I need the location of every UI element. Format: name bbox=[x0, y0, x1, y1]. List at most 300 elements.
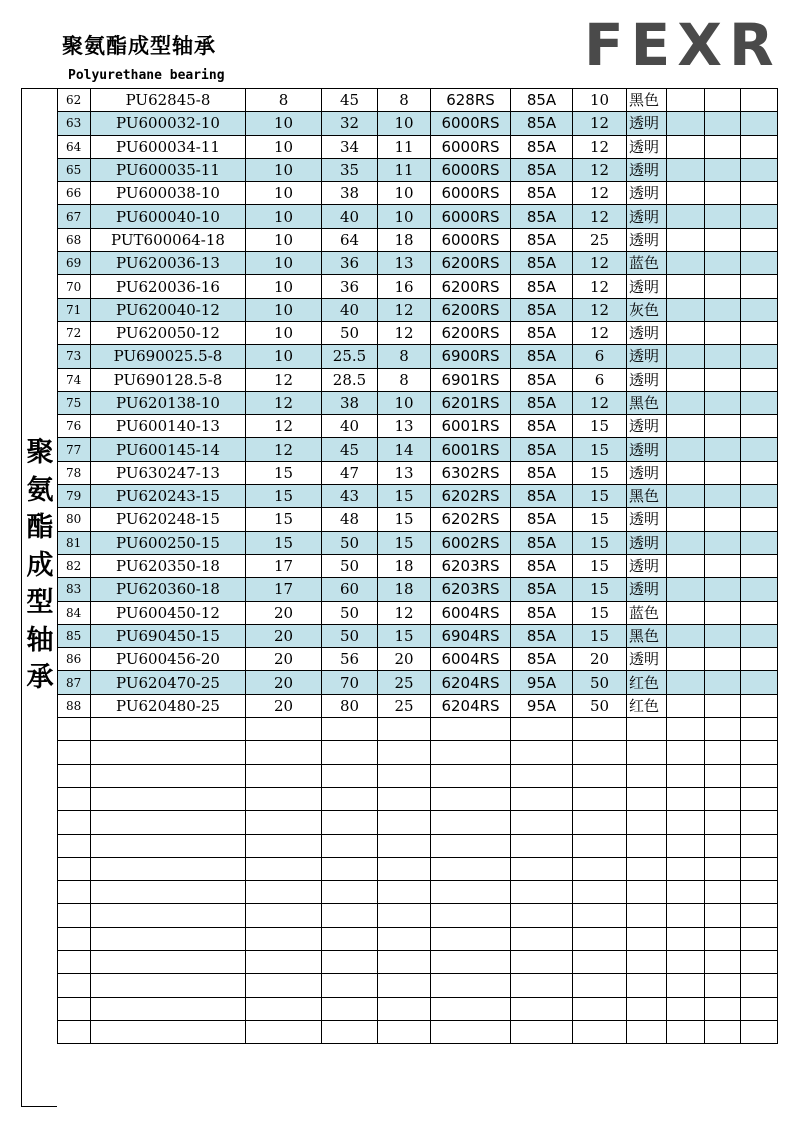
cell-extra-1 bbox=[667, 694, 705, 717]
cell-color: 透明 bbox=[627, 275, 667, 298]
cell-quantity: 10 bbox=[573, 89, 627, 112]
cell-outer-diameter bbox=[322, 857, 378, 880]
cell-hardness: 85A bbox=[511, 205, 573, 228]
cell-quantity bbox=[573, 974, 627, 997]
cell-row-number: 78 bbox=[58, 461, 91, 484]
cell-part-number: PU620350-18 bbox=[91, 554, 246, 577]
cell-extra-2 bbox=[705, 461, 741, 484]
cell-width bbox=[378, 857, 431, 880]
cell-color: 黑色 bbox=[627, 391, 667, 414]
cell-part-number bbox=[91, 881, 246, 904]
cell-color bbox=[627, 997, 667, 1020]
cell-quantity: 15 bbox=[573, 554, 627, 577]
cell-part-number: PU620036-16 bbox=[91, 275, 246, 298]
cell-inner-diameter bbox=[246, 834, 322, 857]
cell-extra-3 bbox=[741, 252, 778, 275]
cell-hardness bbox=[511, 1020, 573, 1043]
cell-row-number bbox=[58, 974, 91, 997]
cell-color bbox=[627, 741, 667, 764]
cell-bearing-model: 6203RS bbox=[431, 578, 511, 601]
cell-row-number bbox=[58, 904, 91, 927]
table-row bbox=[58, 904, 778, 927]
cell-bearing-model: 6000RS bbox=[431, 135, 511, 158]
cell-extra-1 bbox=[667, 671, 705, 694]
cell-extra-3 bbox=[741, 345, 778, 368]
cell-outer-diameter: 50 bbox=[322, 601, 378, 624]
cell-extra-1 bbox=[667, 764, 705, 787]
brand-logo: FEXR bbox=[584, 11, 781, 79]
cell-inner-diameter: 10 bbox=[246, 158, 322, 181]
cell-extra-1 bbox=[667, 252, 705, 275]
cell-quantity: 15 bbox=[573, 461, 627, 484]
cell-quantity bbox=[573, 764, 627, 787]
table-row bbox=[58, 624, 778, 647]
cell-quantity bbox=[573, 718, 627, 741]
cell-part-number bbox=[91, 834, 246, 857]
side-label-char: 聚 bbox=[26, 437, 54, 468]
table-row bbox=[58, 298, 778, 321]
cell-part-number: PU600040-10 bbox=[91, 205, 246, 228]
cell-color: 灰色 bbox=[627, 298, 667, 321]
cell-outer-diameter: 80 bbox=[322, 694, 378, 717]
cell-hardness: 85A bbox=[511, 298, 573, 321]
cell-outer-diameter: 70 bbox=[322, 671, 378, 694]
cell-bearing-model bbox=[431, 741, 511, 764]
cell-extra-3 bbox=[741, 368, 778, 391]
cell-extra-3 bbox=[741, 391, 778, 414]
cell-extra-2 bbox=[705, 275, 741, 298]
cell-extra-1 bbox=[667, 391, 705, 414]
cell-part-number: PU620248-15 bbox=[91, 508, 246, 531]
cell-hardness: 85A bbox=[511, 391, 573, 414]
cell-extra-2 bbox=[705, 345, 741, 368]
cell-outer-diameter bbox=[322, 974, 378, 997]
cell-extra-2 bbox=[705, 857, 741, 880]
cell-bearing-model: 6202RS bbox=[431, 508, 511, 531]
cell-extra-2 bbox=[705, 950, 741, 973]
cell-color: 透明 bbox=[627, 205, 667, 228]
cell-row-number: 65 bbox=[58, 158, 91, 181]
cell-bearing-model: 6004RS bbox=[431, 601, 511, 624]
cell-outer-diameter: 40 bbox=[322, 415, 378, 438]
cell-extra-2 bbox=[705, 694, 741, 717]
table-row bbox=[58, 811, 778, 834]
cell-part-number bbox=[91, 974, 246, 997]
cell-inner-diameter: 20 bbox=[246, 624, 322, 647]
cell-row-number bbox=[58, 718, 91, 741]
cell-extra-2 bbox=[705, 391, 741, 414]
table-row bbox=[58, 135, 778, 158]
cell-width: 13 bbox=[378, 461, 431, 484]
cell-extra-2 bbox=[705, 485, 741, 508]
cell-row-number: 74 bbox=[58, 368, 91, 391]
table-row bbox=[58, 554, 778, 577]
cell-outer-diameter bbox=[322, 1020, 378, 1043]
cell-color: 透明 bbox=[627, 438, 667, 461]
cell-part-number: PU690025.5-8 bbox=[91, 345, 246, 368]
cell-part-number: PU620360-18 bbox=[91, 578, 246, 601]
cell-hardness: 85A bbox=[511, 578, 573, 601]
cell-color: 透明 bbox=[627, 112, 667, 135]
cell-extra-1 bbox=[667, 461, 705, 484]
cell-outer-diameter bbox=[322, 718, 378, 741]
cell-extra-3 bbox=[741, 834, 778, 857]
cell-width bbox=[378, 974, 431, 997]
cell-extra-1 bbox=[667, 321, 705, 344]
cell-part-number bbox=[91, 1020, 246, 1043]
cell-hardness bbox=[511, 811, 573, 834]
cell-outer-diameter: 48 bbox=[322, 508, 378, 531]
cell-quantity: 12 bbox=[573, 158, 627, 181]
cell-extra-2 bbox=[705, 904, 741, 927]
cell-quantity bbox=[573, 834, 627, 857]
cell-bearing-model: 6201RS bbox=[431, 391, 511, 414]
cell-hardness bbox=[511, 904, 573, 927]
cell-color: 透明 bbox=[627, 135, 667, 158]
cell-color bbox=[627, 950, 667, 973]
cell-extra-1 bbox=[667, 275, 705, 298]
cell-width bbox=[378, 881, 431, 904]
cell-row-number: 70 bbox=[58, 275, 91, 298]
cell-row-number: 69 bbox=[58, 252, 91, 275]
cell-hardness bbox=[511, 974, 573, 997]
cell-row-number bbox=[58, 950, 91, 973]
cell-part-number bbox=[91, 741, 246, 764]
cell-quantity: 12 bbox=[573, 112, 627, 135]
table-row bbox=[58, 694, 778, 717]
cell-quantity bbox=[573, 904, 627, 927]
cell-inner-diameter bbox=[246, 974, 322, 997]
cell-width bbox=[378, 811, 431, 834]
page-title-cn: 聚氨酯成型轴承 bbox=[62, 34, 216, 58]
cell-row-number: 64 bbox=[58, 135, 91, 158]
cell-bearing-model bbox=[431, 718, 511, 741]
cell-quantity: 15 bbox=[573, 485, 627, 508]
cell-inner-diameter bbox=[246, 927, 322, 950]
cell-hardness: 85A bbox=[511, 531, 573, 554]
cell-row-number: 81 bbox=[58, 531, 91, 554]
cell-extra-2 bbox=[705, 811, 741, 834]
table-row bbox=[58, 1020, 778, 1043]
cell-extra-2 bbox=[705, 158, 741, 181]
cell-extra-3 bbox=[741, 461, 778, 484]
cell-inner-diameter: 17 bbox=[246, 554, 322, 577]
cell-quantity bbox=[573, 741, 627, 764]
cell-extra-2 bbox=[705, 135, 741, 158]
cell-width: 12 bbox=[378, 601, 431, 624]
cell-part-number: PU690128.5-8 bbox=[91, 368, 246, 391]
cell-inner-diameter bbox=[246, 1020, 322, 1043]
cell-width: 12 bbox=[378, 321, 431, 344]
cell-extra-2 bbox=[705, 531, 741, 554]
cell-part-number bbox=[91, 904, 246, 927]
cell-extra-2 bbox=[705, 974, 741, 997]
cell-width: 11 bbox=[378, 135, 431, 158]
cell-inner-diameter: 17 bbox=[246, 578, 322, 601]
cell-extra-3 bbox=[741, 158, 778, 181]
cell-quantity: 25 bbox=[573, 228, 627, 251]
table-row bbox=[58, 857, 778, 880]
cell-row-number: 67 bbox=[58, 205, 91, 228]
table-row bbox=[58, 741, 778, 764]
cell-extra-3 bbox=[741, 228, 778, 251]
cell-color bbox=[627, 904, 667, 927]
cell-width bbox=[378, 997, 431, 1020]
cell-extra-2 bbox=[705, 601, 741, 624]
cell-extra-1 bbox=[667, 648, 705, 671]
cell-inner-diameter: 10 bbox=[246, 228, 322, 251]
cell-inner-diameter: 12 bbox=[246, 415, 322, 438]
cell-part-number bbox=[91, 927, 246, 950]
cell-width bbox=[378, 904, 431, 927]
cell-part-number: PU620480-25 bbox=[91, 694, 246, 717]
cell-width: 8 bbox=[378, 89, 431, 112]
cell-bearing-model bbox=[431, 997, 511, 1020]
cell-width: 10 bbox=[378, 182, 431, 205]
cell-hardness: 85A bbox=[511, 112, 573, 135]
cell-color: 蓝色 bbox=[627, 601, 667, 624]
cell-row-number bbox=[58, 927, 91, 950]
cell-extra-2 bbox=[705, 89, 741, 112]
cell-outer-diameter: 35 bbox=[322, 158, 378, 181]
cell-hardness: 85A bbox=[511, 624, 573, 647]
cell-bearing-model: 6000RS bbox=[431, 182, 511, 205]
cell-part-number bbox=[91, 718, 246, 741]
cell-extra-3 bbox=[741, 508, 778, 531]
table-row bbox=[58, 89, 778, 112]
cell-extra-1 bbox=[667, 531, 705, 554]
cell-extra-3 bbox=[741, 601, 778, 624]
cell-part-number bbox=[91, 764, 246, 787]
cell-extra-1 bbox=[667, 974, 705, 997]
cell-bearing-model: 6204RS bbox=[431, 671, 511, 694]
cell-outer-diameter: 38 bbox=[322, 182, 378, 205]
cell-bearing-model bbox=[431, 1020, 511, 1043]
cell-hardness bbox=[511, 787, 573, 810]
cell-part-number: PU600034-11 bbox=[91, 135, 246, 158]
cell-extra-1 bbox=[667, 508, 705, 531]
cell-width: 8 bbox=[378, 368, 431, 391]
cell-extra-3 bbox=[741, 89, 778, 112]
cell-inner-diameter: 20 bbox=[246, 694, 322, 717]
cell-bearing-model bbox=[431, 811, 511, 834]
cell-bearing-model: 6000RS bbox=[431, 205, 511, 228]
table-row bbox=[58, 158, 778, 181]
cell-quantity: 12 bbox=[573, 182, 627, 205]
cell-row-number bbox=[58, 997, 91, 1020]
cell-extra-3 bbox=[741, 298, 778, 321]
cell-width: 18 bbox=[378, 228, 431, 251]
cell-inner-diameter: 8 bbox=[246, 89, 322, 112]
cell-hardness: 85A bbox=[511, 228, 573, 251]
cell-color: 透明 bbox=[627, 578, 667, 601]
side-label-char: 轴 bbox=[26, 624, 54, 656]
cell-part-number: PU62845-8 bbox=[91, 89, 246, 112]
cell-extra-1 bbox=[667, 834, 705, 857]
cell-bearing-model: 6200RS bbox=[431, 252, 511, 275]
cell-extra-3 bbox=[741, 321, 778, 344]
cell-bearing-model bbox=[431, 881, 511, 904]
cell-quantity: 12 bbox=[573, 275, 627, 298]
cell-color: 透明 bbox=[627, 345, 667, 368]
table-row bbox=[58, 182, 778, 205]
cell-inner-diameter: 10 bbox=[246, 112, 322, 135]
cell-extra-2 bbox=[705, 438, 741, 461]
cell-row-number: 71 bbox=[58, 298, 91, 321]
cell-quantity bbox=[573, 857, 627, 880]
cell-color: 透明 bbox=[627, 415, 667, 438]
cell-bearing-model bbox=[431, 950, 511, 973]
cell-quantity: 6 bbox=[573, 345, 627, 368]
cell-quantity: 12 bbox=[573, 252, 627, 275]
cell-quantity bbox=[573, 950, 627, 973]
cell-hardness: 95A bbox=[511, 671, 573, 694]
cell-outer-diameter: 56 bbox=[322, 648, 378, 671]
table-row bbox=[58, 252, 778, 275]
cell-extra-3 bbox=[741, 671, 778, 694]
cell-row-number bbox=[58, 881, 91, 904]
cell-row-number bbox=[58, 811, 91, 834]
cell-row-number bbox=[58, 857, 91, 880]
table-row bbox=[58, 881, 778, 904]
cell-hardness: 85A bbox=[511, 135, 573, 158]
cell-inner-diameter bbox=[246, 741, 322, 764]
cell-part-number: PU620040-12 bbox=[91, 298, 246, 321]
cell-extra-1 bbox=[667, 997, 705, 1020]
table-row bbox=[58, 112, 778, 135]
cell-outer-diameter: 47 bbox=[322, 461, 378, 484]
cell-bearing-model: 6904RS bbox=[431, 624, 511, 647]
cell-row-number: 82 bbox=[58, 554, 91, 577]
cell-quantity: 15 bbox=[573, 624, 627, 647]
cell-hardness bbox=[511, 718, 573, 741]
cell-width: 15 bbox=[378, 508, 431, 531]
cell-outer-diameter: 40 bbox=[322, 205, 378, 228]
cell-width bbox=[378, 834, 431, 857]
cell-outer-diameter: 64 bbox=[322, 228, 378, 251]
cell-part-number bbox=[91, 811, 246, 834]
cell-color: 黑色 bbox=[627, 89, 667, 112]
cell-extra-1 bbox=[667, 182, 705, 205]
cell-width: 25 bbox=[378, 671, 431, 694]
cell-extra-1 bbox=[667, 811, 705, 834]
cell-bearing-model: 6202RS bbox=[431, 485, 511, 508]
cell-width: 25 bbox=[378, 694, 431, 717]
cell-extra-1 bbox=[667, 857, 705, 880]
cell-extra-3 bbox=[741, 438, 778, 461]
cell-outer-diameter bbox=[322, 811, 378, 834]
cell-extra-2 bbox=[705, 415, 741, 438]
cell-bearing-model: 6200RS bbox=[431, 321, 511, 344]
cell-part-number: PU600140-13 bbox=[91, 415, 246, 438]
cell-extra-2 bbox=[705, 1020, 741, 1043]
cell-extra-3 bbox=[741, 135, 778, 158]
cell-part-number: PU620243-15 bbox=[91, 485, 246, 508]
cell-part-number bbox=[91, 857, 246, 880]
cell-extra-2 bbox=[705, 764, 741, 787]
cell-extra-3 bbox=[741, 275, 778, 298]
cell-width: 11 bbox=[378, 158, 431, 181]
cell-extra-3 bbox=[741, 531, 778, 554]
cell-inner-diameter: 15 bbox=[246, 461, 322, 484]
cell-hardness: 85A bbox=[511, 438, 573, 461]
cell-hardness: 85A bbox=[511, 648, 573, 671]
cell-bearing-model: 6002RS bbox=[431, 531, 511, 554]
table-row bbox=[58, 601, 778, 624]
cell-extra-1 bbox=[667, 485, 705, 508]
cell-bearing-model: 6200RS bbox=[431, 298, 511, 321]
cell-extra-3 bbox=[741, 950, 778, 973]
cell-outer-diameter: 43 bbox=[322, 485, 378, 508]
table-row bbox=[58, 345, 778, 368]
cell-outer-diameter bbox=[322, 997, 378, 1020]
cell-inner-diameter: 20 bbox=[246, 648, 322, 671]
table-row bbox=[58, 321, 778, 344]
cell-inner-diameter: 20 bbox=[246, 601, 322, 624]
cell-quantity: 15 bbox=[573, 578, 627, 601]
cell-extra-2 bbox=[705, 624, 741, 647]
cell-extra-2 bbox=[705, 252, 741, 275]
cell-width bbox=[378, 1020, 431, 1043]
table-row bbox=[58, 508, 778, 531]
cell-quantity: 15 bbox=[573, 531, 627, 554]
table-row bbox=[58, 927, 778, 950]
cell-bearing-model: 6000RS bbox=[431, 112, 511, 135]
cell-bearing-model: 6204RS bbox=[431, 694, 511, 717]
cell-extra-3 bbox=[741, 648, 778, 671]
cell-row-number: 66 bbox=[58, 182, 91, 205]
cell-extra-3 bbox=[741, 787, 778, 810]
cell-row-number: 76 bbox=[58, 415, 91, 438]
cell-part-number: PU600035-11 bbox=[91, 158, 246, 181]
cell-row-number: 85 bbox=[58, 624, 91, 647]
cell-quantity: 50 bbox=[573, 694, 627, 717]
cell-row-number: 62 bbox=[58, 89, 91, 112]
cell-extra-3 bbox=[741, 974, 778, 997]
table-row bbox=[58, 228, 778, 251]
cell-bearing-model: 6000RS bbox=[431, 158, 511, 181]
cell-hardness bbox=[511, 764, 573, 787]
table-row bbox=[58, 950, 778, 973]
cell-quantity bbox=[573, 997, 627, 1020]
cell-extra-1 bbox=[667, 438, 705, 461]
cell-extra-3 bbox=[741, 182, 778, 205]
table-row bbox=[58, 578, 778, 601]
cell-row-number: 87 bbox=[58, 671, 91, 694]
cell-bearing-model bbox=[431, 834, 511, 857]
cell-extra-1 bbox=[667, 368, 705, 391]
cell-width: 16 bbox=[378, 275, 431, 298]
table-row bbox=[58, 834, 778, 857]
cell-extra-1 bbox=[667, 89, 705, 112]
cell-extra-2 bbox=[705, 787, 741, 810]
cell-quantity bbox=[573, 787, 627, 810]
cell-extra-1 bbox=[667, 787, 705, 810]
cell-color bbox=[627, 764, 667, 787]
cell-width: 18 bbox=[378, 578, 431, 601]
cell-bearing-model: 628RS bbox=[431, 89, 511, 112]
cell-width: 10 bbox=[378, 112, 431, 135]
cell-hardness: 85A bbox=[511, 158, 573, 181]
cell-inner-diameter bbox=[246, 787, 322, 810]
cell-part-number: PU620050-12 bbox=[91, 321, 246, 344]
side-label-char: 型 bbox=[26, 587, 54, 618]
cell-hardness: 85A bbox=[511, 182, 573, 205]
cell-part-number bbox=[91, 950, 246, 973]
cell-row-number: 86 bbox=[58, 648, 91, 671]
cell-color: 透明 bbox=[627, 531, 667, 554]
table-row bbox=[58, 671, 778, 694]
